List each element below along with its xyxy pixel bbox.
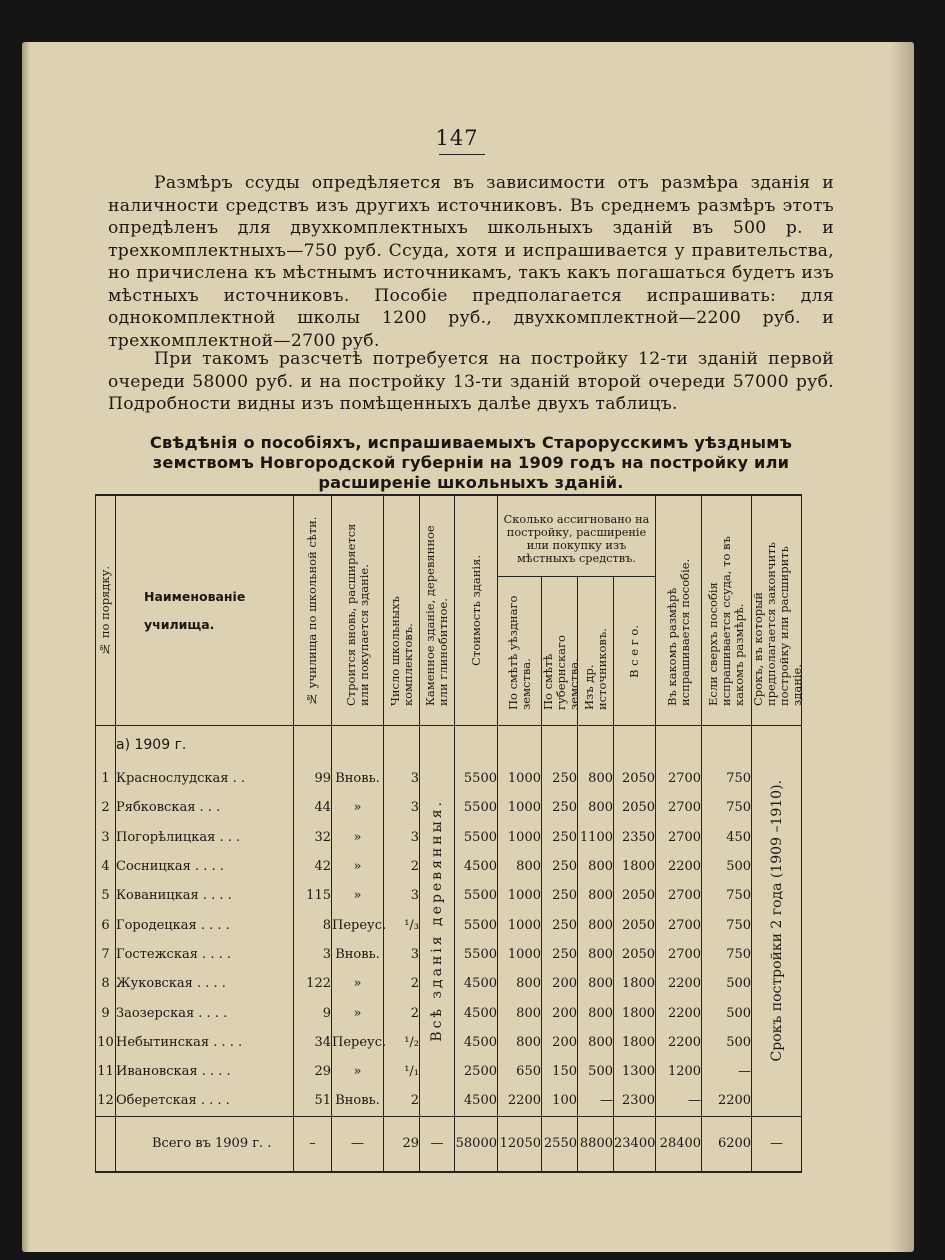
- school-name: Жуковская . . . .: [116, 969, 294, 998]
- grant-amount: 2700: [656, 823, 702, 852]
- loan-amount: 750: [702, 940, 752, 969]
- sets-count: 3: [384, 940, 420, 969]
- total-other: 8800: [578, 1116, 614, 1172]
- material-note-cell: Всѣ зданія деревянныя.: [420, 726, 455, 1117]
- grant-amount: 2200: [656, 1028, 702, 1057]
- gub-funds: 200: [542, 998, 578, 1027]
- gub-funds: 100: [542, 1086, 578, 1116]
- uezd-funds: 650: [498, 1057, 542, 1086]
- other-funds: 800: [578, 764, 614, 793]
- school-network-no: 9: [294, 998, 332, 1027]
- building-cost: 5500: [455, 910, 498, 939]
- building-cost: 2500: [455, 1057, 498, 1086]
- build-type: Переус.: [332, 1028, 384, 1057]
- gub-funds: 250: [542, 910, 578, 939]
- uezd-funds: 1000: [498, 910, 542, 939]
- grant-amount: 2700: [656, 793, 702, 822]
- year-label: а) 1909 г.: [116, 726, 294, 765]
- loan-amount: 500: [702, 852, 752, 881]
- loan-amount: 500: [702, 969, 752, 998]
- grant-amount: 2700: [656, 764, 702, 793]
- gub-funds: 250: [542, 793, 578, 822]
- other-funds: 800: [578, 910, 614, 939]
- gub-funds: 250: [542, 881, 578, 910]
- header-uezd: По смѣтѣ уѣзднаго земства.: [498, 577, 542, 726]
- grant-amount: 1200: [656, 1057, 702, 1086]
- paragraph-2: При такомъ разсчетѣ потребуется на постройку 12-ти зданій первой очереди 58000 руб. и на постройку 13-ти зданій второй очереди 57000 руб. Подробности видны изъ помѣщенныхъ далѣе двухъ таблицъ.: [108, 349, 834, 414]
- loan-amount: 750: [702, 910, 752, 939]
- gub-funds: 250: [542, 940, 578, 969]
- sets-count: ¹/₃: [384, 910, 420, 939]
- build-type: »: [332, 793, 384, 822]
- other-funds: 800: [578, 881, 614, 910]
- row-number: 12: [96, 1086, 116, 1116]
- school-network-no: 99: [294, 764, 332, 793]
- row-number: 1: [96, 764, 116, 793]
- building-cost: 5500: [455, 823, 498, 852]
- building-cost: 4500: [455, 852, 498, 881]
- school-name: Оберетская . . . .: [116, 1086, 294, 1116]
- total-loan: 6200: [702, 1116, 752, 1172]
- sets-count: 2: [384, 852, 420, 881]
- school-network-no: 34: [294, 1028, 332, 1057]
- build-type: »: [332, 969, 384, 998]
- school-network-no: 29: [294, 1057, 332, 1086]
- school-name: Краснослудская . .: [116, 764, 294, 793]
- page-number: 147: [435, 126, 479, 150]
- school-grants-table: [95, 494, 805, 1173]
- total-funds: 2050: [614, 764, 656, 793]
- other-funds: 800: [578, 1028, 614, 1057]
- total-sets: 29: [384, 1116, 420, 1172]
- loan-amount: 500: [702, 1028, 752, 1057]
- building-cost: 5500: [455, 764, 498, 793]
- school-name: Городецкая . . . .: [116, 910, 294, 939]
- gub-funds: 150: [542, 1057, 578, 1086]
- other-funds: 800: [578, 793, 614, 822]
- book-page: [22, 42, 914, 1252]
- loan-amount: 2200: [702, 1086, 752, 1116]
- school-name: Сосницкая . . . .: [116, 852, 294, 881]
- uezd-funds: 1000: [498, 881, 542, 910]
- header-no: № по порядку.: [96, 495, 116, 726]
- school-name: Заозерская . . . .: [116, 998, 294, 1027]
- header-material: Каменное зданіе, деревянное или глинобитное.: [420, 495, 455, 726]
- header-loan: Если сверхъ пособія испрашивается ссуда, то въ какомъ размѣрѣ.: [702, 495, 752, 726]
- total-label: Всего въ 1909 г. .: [116, 1116, 294, 1172]
- loan-amount: 750: [702, 764, 752, 793]
- gub-funds: 250: [542, 764, 578, 793]
- loan-amount: —: [702, 1057, 752, 1086]
- gub-funds: 200: [542, 969, 578, 998]
- grant-amount: 2700: [656, 881, 702, 910]
- header-sets: Число школьныхъ комплектовъ.: [384, 495, 420, 726]
- row-number: 4: [96, 852, 116, 881]
- school-name: Небытинская . . . .: [116, 1028, 294, 1057]
- total-grant: 28400: [656, 1116, 702, 1172]
- page-edge-shadow: [890, 42, 914, 1252]
- total-funds: 2300: [614, 1086, 656, 1116]
- school-network-no: 122: [294, 969, 332, 998]
- build-type: Вновь.: [332, 764, 384, 793]
- other-funds: 500: [578, 1057, 614, 1086]
- other-funds: —: [578, 1086, 614, 1116]
- total-sum: 23400: [614, 1116, 656, 1172]
- building-cost: 5500: [455, 940, 498, 969]
- sets-count: ¹/₂: [384, 1028, 420, 1057]
- school-name: Гостежская . . . .: [116, 940, 294, 969]
- total-funds: 1800: [614, 969, 656, 998]
- build-type: »: [332, 881, 384, 910]
- grant-amount: 2200: [656, 969, 702, 998]
- uezd-funds: 1000: [498, 940, 542, 969]
- build-type: Вновь.: [332, 940, 384, 969]
- build-type: Вновь.: [332, 1086, 384, 1116]
- total-funds: 1800: [614, 1028, 656, 1057]
- header-grant: Въ какомъ размѣрѣ испрашивается пособіе.: [656, 495, 702, 726]
- uezd-funds: 1000: [498, 793, 542, 822]
- header-other: Изъ др. источниковъ.: [578, 577, 614, 726]
- row-number: 5: [96, 881, 116, 910]
- header-gub: По смѣтѣ губернскаго земства.: [542, 577, 578, 726]
- gub-funds: 250: [542, 823, 578, 852]
- school-network-no: 42: [294, 852, 332, 881]
- header-cost: Стоимость зданія.: [455, 495, 498, 726]
- row-number: 7: [96, 940, 116, 969]
- building-cost: 4500: [455, 969, 498, 998]
- school-name: Ивановская . . . .: [116, 1057, 294, 1086]
- sets-count: 3: [384, 764, 420, 793]
- total-built: —: [332, 1116, 384, 1172]
- page-gutter-shadow: [22, 42, 30, 1252]
- school-name: Кованицкая . . . .: [116, 881, 294, 910]
- header-school-no: № училища по школьной сѣти.: [294, 495, 332, 726]
- header-total: В с е г о.: [614, 577, 656, 726]
- total-material: —: [420, 1116, 455, 1172]
- uezd-funds: 2200: [498, 1086, 542, 1116]
- uezd-funds: 800: [498, 1028, 542, 1057]
- loan-amount: 750: [702, 881, 752, 910]
- sets-count: 3: [384, 823, 420, 852]
- loan-amount: 500: [702, 998, 752, 1027]
- total-term: —: [752, 1116, 802, 1172]
- building-cost: 5500: [455, 881, 498, 910]
- total-uezd: 12050: [498, 1116, 542, 1172]
- build-type: »: [332, 1057, 384, 1086]
- building-cost: 4500: [455, 998, 498, 1027]
- year-row: [96, 726, 802, 765]
- grant-amount: 2200: [656, 998, 702, 1027]
- sets-count: 3: [384, 793, 420, 822]
- grant-amount: —: [656, 1086, 702, 1116]
- total-gub: 2550: [542, 1116, 578, 1172]
- sets-count: 2: [384, 998, 420, 1027]
- school-name: Погорѣлицкая . . .: [116, 823, 294, 852]
- other-funds: 1100: [578, 823, 614, 852]
- sets-count: ¹/₁: [384, 1057, 420, 1086]
- row-number: 9: [96, 998, 116, 1027]
- gub-funds: 200: [542, 1028, 578, 1057]
- school-network-no: 115: [294, 881, 332, 910]
- header-local-funds-group: Сколько ассигновано на постройку, расширеніе или покупку изъ мѣстныхъ средствъ.: [498, 495, 656, 577]
- row-number: 10: [96, 1028, 116, 1057]
- uezd-funds: 1000: [498, 823, 542, 852]
- sets-count: 2: [384, 969, 420, 998]
- table-header-row: [96, 495, 802, 577]
- uezd-funds: 1000: [498, 764, 542, 793]
- school-network-no: 3: [294, 940, 332, 969]
- other-funds: 800: [578, 852, 614, 881]
- total-funds: 1300: [614, 1057, 656, 1086]
- sets-count: 2: [384, 1086, 420, 1116]
- table-caption: Свѣдѣнія о пособіяхъ, испрашиваемыхъ Старорусскимъ уѣзднымъ земствомъ Новгородской губерніи на 1909 годъ на постройку или расширеніе школьныхъ зданій.: [149, 433, 793, 492]
- loan-amount: 450: [702, 823, 752, 852]
- total-funds: 1800: [614, 852, 656, 881]
- build-type: »: [332, 852, 384, 881]
- header-term: Срокъ, въ который предполагается закончить постройку или расширить зданіе.: [752, 495, 802, 726]
- row-number: 6: [96, 910, 116, 939]
- school-name: Рябковская . . .: [116, 793, 294, 822]
- total-funds: 2050: [614, 940, 656, 969]
- build-type: »: [332, 823, 384, 852]
- total-funds: 2350: [614, 823, 656, 852]
- row-number: 8: [96, 969, 116, 998]
- school-network-no: 51: [294, 1086, 332, 1116]
- total-row: [96, 1116, 802, 1172]
- uezd-funds: 800: [498, 852, 542, 881]
- row-number: 2: [96, 793, 116, 822]
- build-type: »: [332, 998, 384, 1027]
- gub-funds: 250: [542, 852, 578, 881]
- grant-amount: 2700: [656, 910, 702, 939]
- term-note-cell: Срокъ постройки 2 года (1909 –1910).: [752, 726, 802, 1117]
- building-cost: 4500: [455, 1086, 498, 1116]
- total-funds: 2050: [614, 910, 656, 939]
- building-cost: 5500: [455, 793, 498, 822]
- other-funds: 800: [578, 998, 614, 1027]
- grant-amount: 2700: [656, 940, 702, 969]
- uezd-funds: 800: [498, 969, 542, 998]
- other-funds: 800: [578, 969, 614, 998]
- school-network-no: 44: [294, 793, 332, 822]
- school-network-no: 8: [294, 910, 332, 939]
- total-funds: 1800: [614, 998, 656, 1027]
- total-funds: 2050: [614, 793, 656, 822]
- row-number: 3: [96, 823, 116, 852]
- total-school-no: –: [294, 1116, 332, 1172]
- grant-amount: 2200: [656, 852, 702, 881]
- header-name: Наименованіе училища.: [116, 495, 294, 726]
- header-built: Строится вновь, расширяется или покупается зданіе.: [332, 495, 384, 726]
- row-number: 11: [96, 1057, 116, 1086]
- total-cost: 58000: [455, 1116, 498, 1172]
- uezd-funds: 800: [498, 998, 542, 1027]
- page-number-underline: [439, 154, 485, 155]
- building-cost: 4500: [455, 1028, 498, 1057]
- build-type: Переус.: [332, 910, 384, 939]
- sets-count: 3: [384, 881, 420, 910]
- total-funds: 2050: [614, 881, 656, 910]
- school-network-no: 32: [294, 823, 332, 852]
- paragraph-1: Размѣръ ссуды опредѣляется въ зависимости отъ размѣра зданія и наличности средствъ изъ другихъ источниковъ. Въ среднемъ размѣръ этотъ опредѣленъ для двухкомплектныхъ школьныхъ зданій въ 500 р. и трехкомплектныхъ—750 руб. Ссуда, хотя и испрашивается у правительства, но причислена къ мѣстнымъ источникамъ, такъ какъ погашаться будетъ изъ мѣстныхъ источниковъ. Пособіе предполагается испрашивать: для однокомплектной школы 1200 руб., двухкомплектной—2200 руб. и трехкомплектной—2700 руб.: [108, 173, 834, 351]
- loan-amount: 750: [702, 793, 752, 822]
- other-funds: 800: [578, 940, 614, 969]
